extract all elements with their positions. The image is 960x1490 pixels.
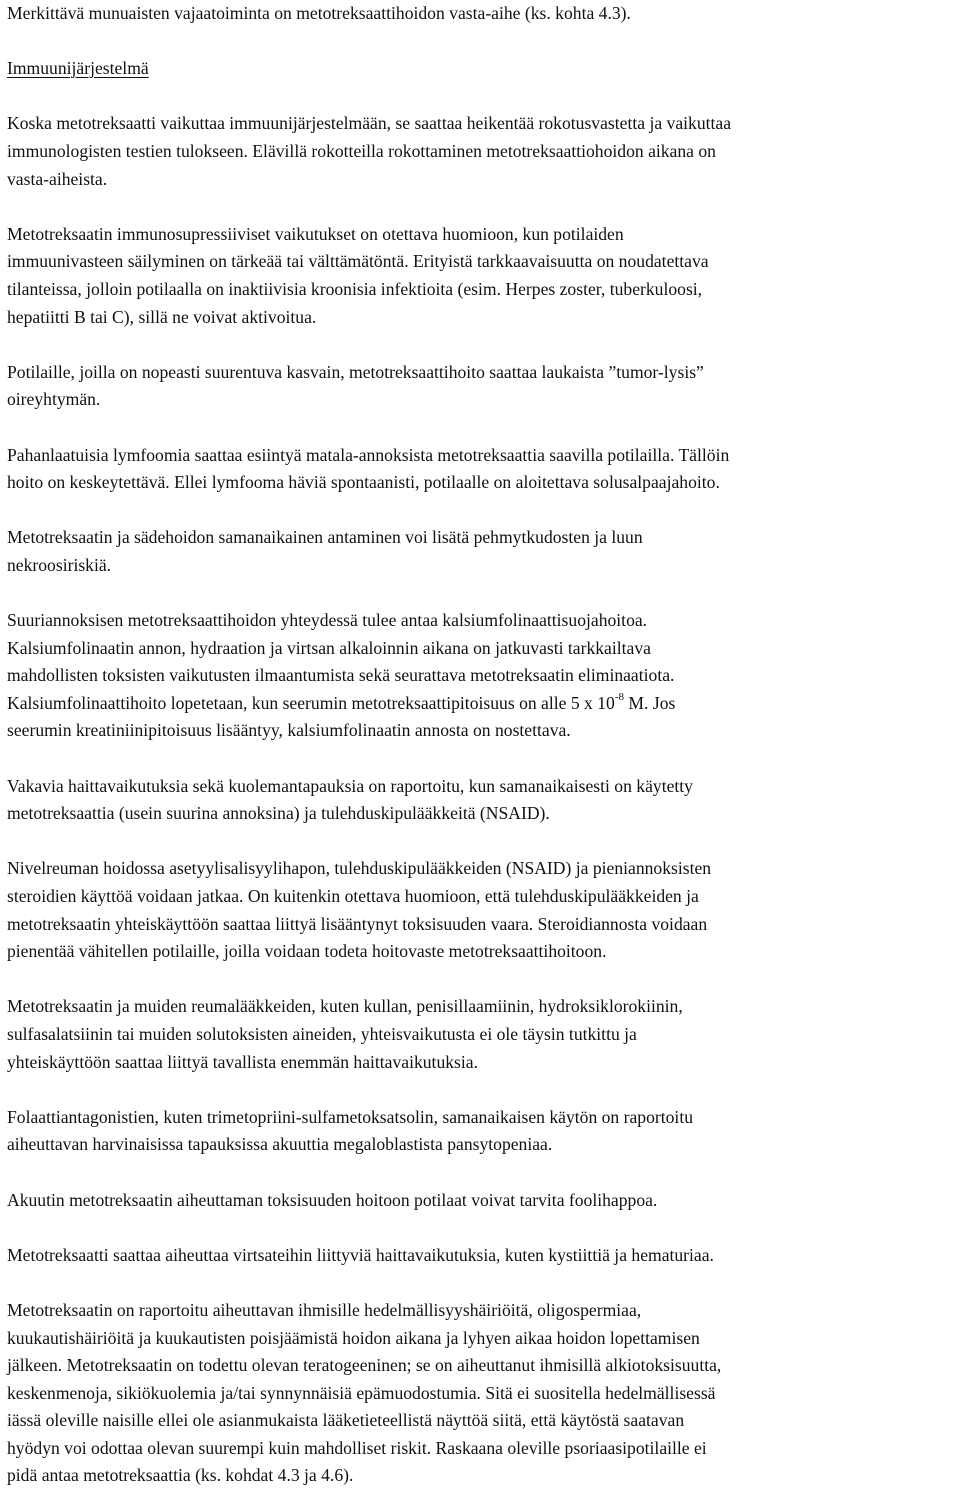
paragraph-folic-acid <box>7 1187 952 1215</box>
text-line: steroidien käyttöä voidaan jatkaa. On kuitenkin otettava huomioon, että tulehduskipulääkkeiden ja <box>7 886 699 906</box>
text-line: Metotreksaatin on raportoitu aiheuttavan ihmisille hedelmällisyyshäiriöitä, oligospermiaa, <box>7 1299 642 1320</box>
text-line: sulfasalatsiinin tai muiden solutoksisten aineiden, yhteisvaikutusta ei ole täysin tutkittu ja <box>7 1023 637 1044</box>
text-line: Kalsiumfolinaatin annon, hydraation ja virtsan alkaloinnin aikana on jatkuvasti tarkkailtava <box>7 637 651 658</box>
paragraph-calcium-folinate <box>7 607 952 745</box>
text-line: oireyhtymän. <box>7 389 101 410</box>
text-line: Metotreksaatti saattaa aiheuttaa virtsateihin liittyviä haittavaikutuksia, kuten kystiittiä ja hematuriaa. <box>7 1244 714 1265</box>
text-line: mahdollisten toksisten vaikutusten ilmaantumista sekä seurattava metotreksaatin eliminaatiota. <box>7 665 675 686</box>
document-page <box>7 0 952 1490</box>
text-line: vasta-aiheista. <box>7 168 108 189</box>
paragraph-lymphoma <box>7 442 952 497</box>
text-fragment: M. Jos <box>624 692 676 713</box>
text-line: tilanteissa, jolloin potilaalla on inaktiivisia kroonisia infektioita (esim. Herpes zoster, tuberkuloosi, <box>7 278 703 299</box>
text-line: Koska metotreksaatti vaikuttaa immuunijärjestelmään, se saattaa heikentää rokotusvastetta ja vaikuttaa <box>7 113 732 134</box>
paragraph-urinary-effects <box>7 1242 952 1270</box>
text-line: nekroosiriskiä. <box>7 554 112 575</box>
text-fragment: Kalsiumfolinaattihoito lopetetaan, kun seerumin metotreksaattipitoisuus on alle 5 x 10 <box>7 692 615 713</box>
paragraph-immunosuppression <box>7 221 952 331</box>
text-line: metotreksaattia (usein suurina annoksina) ja tulehduskipulääkkeitä (NSAID). <box>7 803 550 824</box>
paragraph-rheumatoid-arthritis <box>7 855 952 965</box>
text-line: hoito on keskeytettävä. Ellei lymfooma häviä spontaanisti, potilaalle on aloitettava solusalpaajahoito. <box>7 472 720 493</box>
text-line: pidä antaa metotreksaattia (ks. kohdat 4.3 ja 4.6). <box>7 1465 354 1486</box>
text-line-with-superscript <box>7 690 952 718</box>
text-line: Pahanlaatuisia lymfoomia saattaa esiintyä matala-annoksista metotreksaattia saavilla potilailla. Tällöin <box>7 444 730 465</box>
text-line: Suuriannoksisen metotreksaattihoidon yhteydessä tulee antaa kalsiumfolinaattisuojahoitoa. <box>7 610 648 631</box>
text-line: yhteiskäyttöön saattaa liittyä tavallista enemmän haittavaikutuksia. <box>7 1051 478 1072</box>
text-line: immuunivasteen säilyminen on tärkeää tai välttämätöntä. Erityistä tarkkaavaisuutta on noudatettava <box>7 251 709 272</box>
text-line: hepatiitti B tai C), sillä ne voivat aktivoitua. <box>7 306 317 327</box>
text-line: kuukautishäiriöitä ja kuukautisten poisjäämistä hoidon aikana ja lyhyen aikaa hoidon lopettamisen <box>7 1327 700 1348</box>
text-line: immunologisten testien tulokseen. Elävillä rokotteilla rokottaminen metotreksaattiohoidon aikana on <box>7 140 716 161</box>
paragraph-fertility <box>7 1297 952 1490</box>
section-heading-immune-system: Immuunijärjestelmä <box>7 58 149 79</box>
superscript-exponent: -8 <box>614 690 625 703</box>
paragraph-nsaid-interactions <box>7 773 952 828</box>
text-line: Metotreksaatin ja sädehoidon samanaikainen antaminen voi lisätä pehmytkudosten ja luun <box>7 527 643 548</box>
paragraph-radiotherapy <box>7 524 952 579</box>
text-line: iässä oleville naisille ellei ole asianmukaista lääketieteellistä näyttöä siitä, että käytöstä saatavan <box>7 1410 685 1431</box>
text-line: Folaattiantagonistien, kuten trimetopriini-sulfametoksatsolin, samanaikaisen käytön on raportoitu <box>7 1106 694 1127</box>
text-line: metotreksaatin yhteiskäyttöön saattaa liittyä lisääntynyt toksisuuden vaara. Steroidiannosta voidaan <box>7 913 708 934</box>
text-line: aiheuttavan harvinaisissa tapauksissa akuuttia megaloblastista pansytopeniaa. <box>7 1134 553 1155</box>
text-line: Metotreksaatin immunosupressiiviset vaikutukset on otettava huomioon, kun potilaiden <box>7 223 624 244</box>
intro-paragraph: Merkittävä munuaisten vajaatoiminta on metotreksaattihoidon vasta-aihe (ks. kohta 4.3). <box>7 3 631 23</box>
text-line: Nivelreuman hoidossa asetyylisalisyylihapon, tulehduskipulääkkeiden (NSAID) ja pieniannoksisten <box>7 858 712 879</box>
text-line: Akuutin metotreksaatin aiheuttaman toksisuuden hoitoon potilaat voivat tarvita foolihappoa. <box>7 1189 658 1210</box>
paragraph-folate-antagonists <box>7 1104 952 1159</box>
text-line: Metotreksaatin ja muiden reumalääkkeiden, kuten kullan, penisillaamiinin, hydroksiklorokiinin, <box>7 996 683 1017</box>
text-line: Potilaille, joilla on nopeasti suurentuva kasvain, metotreksaattihoito saattaa laukaista ”tumor-lysis” <box>7 361 704 382</box>
paragraph-tumor-lysis <box>7 359 952 414</box>
text-line: keskenmenoja, sikiökuolemia ja/tai synnynnäisiä epämuodostumia. Sitä ei suositella hedelmällisessä <box>7 1382 716 1403</box>
text-line: Vakavia haittavaikutuksia sekä kuolemantapauksia on raportoitu, kun samanaikaisesti on käytetty <box>7 775 693 796</box>
text-line: seerumin kreatiniinipitoisuus lisääntyy, kalsiumfolinaatin annosta on nostettava. <box>7 720 571 741</box>
text-line: jälkeen. Metotreksaatin on todettu olevan teratogeeninen; se on aiheuttanut ihmisillä alkiotoksisuutta, <box>7 1355 722 1376</box>
paragraph-rheumatic-drugs <box>7 993 952 1076</box>
text-line: hyödyn voi odottaa olevan suurempi kuin mahdolliset riskit. Raskaana oleville psoriaasipotilaille ei <box>7 1437 707 1458</box>
text-line: pienentää vähitellen potilaille, joilla voidaan todeta hoitovaste metotreksaattihoitoon. <box>7 941 607 962</box>
paragraph-vaccination <box>7 110 952 193</box>
